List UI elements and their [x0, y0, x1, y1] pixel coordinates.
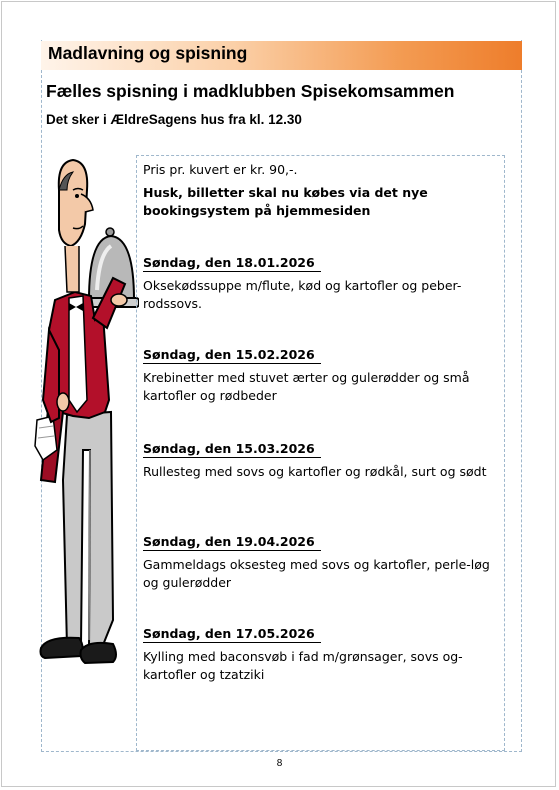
entry-menu: Krebinetter med stuvet ærter og gulerødder og små kartofler og rødbeder: [143, 370, 470, 403]
menu-content-box: [136, 155, 505, 751]
menu-entry: [143, 440, 499, 481]
entry-date: Søndag, den 17.05.2026: [143, 625, 321, 643]
price-text: Pris pr. kuvert er kr. 90,-.: [143, 162, 298, 177]
page-number: 8: [276, 758, 283, 769]
entry-menu: Gammeldags oksesteg med sovs og kartofler, perle-løg og gulerødder: [143, 557, 490, 590]
menu-entry: [143, 533, 499, 592]
butler-illustration: [33, 150, 139, 682]
menu-entry: [143, 254, 499, 313]
entry-date: Søndag, den 18.01.2026: [143, 254, 321, 272]
butler-head: [59, 160, 93, 292]
page-subtitle: Det sker i ÆldreSagens hus fra kl. 12.30: [46, 112, 302, 127]
booking-note: Husk, billetter skal nu købes via det nye bookingsystem på hjemmesiden: [143, 185, 428, 218]
page-title: Fælles spisning i madklubben Spisekomsammen: [46, 81, 455, 101]
entry-menu: Rullesteg med sovs og kartofler og rødkål, surt og sødt: [143, 464, 487, 479]
section-title: Madlavning og spisning: [48, 43, 248, 63]
entry-date: Søndag, den 19.04.2026: [143, 533, 321, 551]
entry-date: Søndag, den 15.02.2026: [143, 346, 321, 364]
entry-menu: Oksekødssuppe m/flute, kød og kartofler og peber-rodssovs.: [143, 278, 462, 311]
entry-menu: Kylling med baconsvøb i fad m/grønsager, sovs og-kartofler og tzatziki: [143, 649, 463, 682]
menu-entry: [143, 346, 499, 405]
menu-entry: [143, 625, 499, 684]
entry-date: Søndag, den 15.03.2026: [143, 440, 321, 458]
